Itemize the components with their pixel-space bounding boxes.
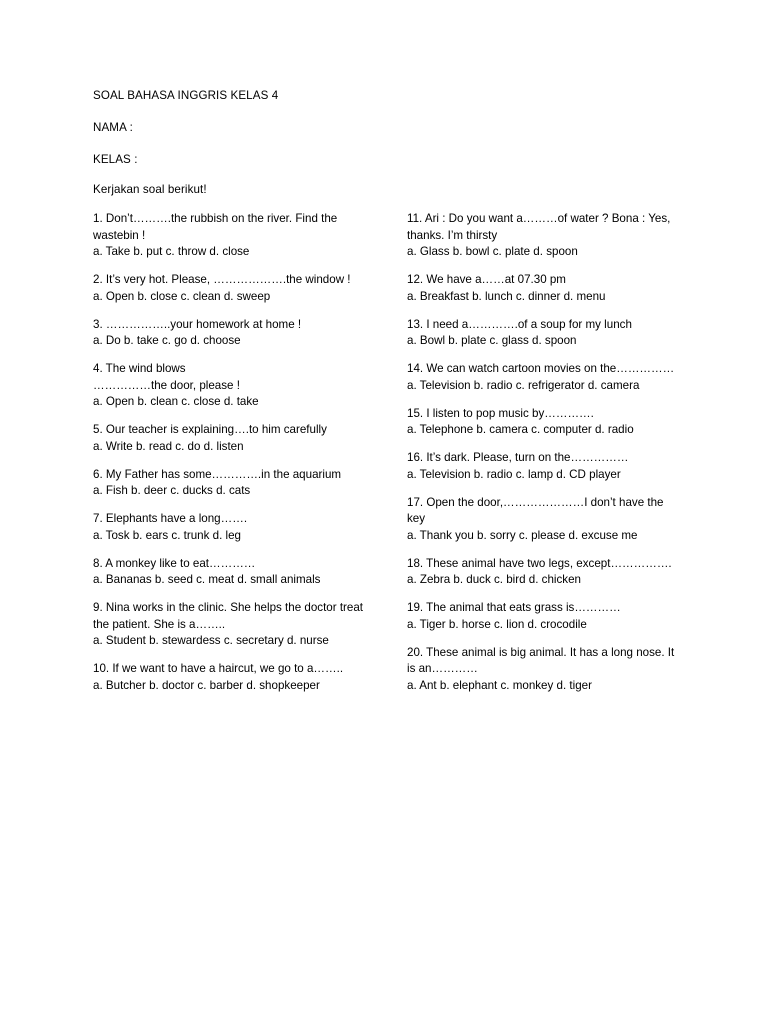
question-9 <box>93 600 365 650</box>
question-13 <box>407 317 682 350</box>
question-11 <box>407 211 682 261</box>
question-17 <box>407 495 682 545</box>
question-options: a. Glass b. bowl c. plate d. spoon <box>407 245 578 258</box>
question-text: 9. Nina works in the clinic. She helps the doctor treat the patient. She is a…….. <box>93 601 364 631</box>
question-options: a. Open b. clean c. close d. take <box>93 395 259 408</box>
question-options: a. Butcher b. doctor c. barber d. shopkeeper <box>93 678 320 692</box>
class-field-label: KELAS : <box>93 153 138 166</box>
question-text: 3. ……………..your homework at home ! <box>93 317 302 331</box>
question-text: 2. It’s very hot. Please, ……………….the window ! <box>93 273 351 286</box>
question-4 <box>93 361 365 411</box>
question-options: a. Telephone b. camera c. computer d. radio <box>407 423 634 436</box>
question-text: 18. These animal have two legs, except……………. <box>407 556 672 570</box>
questions-right-column <box>407 211 682 706</box>
question-2 <box>93 272 365 305</box>
question-options: a. Do b. take c. go d. choose <box>93 334 241 347</box>
question-text: 12. We have a……at 07.30 pm <box>407 273 566 286</box>
question-15 <box>407 406 682 439</box>
question-8 <box>93 556 365 589</box>
question-options: a. Ant b. elephant c. monkey d. tiger <box>407 678 592 692</box>
question-text: 7. Elephants have a long……. <box>93 512 248 525</box>
questions-left-column <box>93 211 365 706</box>
question-20 <box>407 645 682 695</box>
question-options: a. Tosk b. ears c. trunk d. leg <box>93 528 242 542</box>
question-18 <box>407 556 682 589</box>
question-12 <box>407 272 682 305</box>
question-text: 16. It’s dark. Please, turn on the…………… <box>407 451 629 464</box>
question-options: a. Television b. radio c. lamp d. CD player <box>407 467 621 481</box>
question-text: 5. Our teacher is explaining….to him carefully <box>93 423 327 436</box>
question-options: a. Fish b. deer c. ducks d. cats <box>93 484 251 497</box>
question-text: 17. Open the door,…………………I don’t have the key <box>407 495 664 525</box>
question-text: 8. A monkey like to eat………… <box>93 556 256 570</box>
question-14 <box>407 361 682 394</box>
question-7 <box>93 511 365 544</box>
question-options: a. Write b. read c. do d. listen <box>93 439 244 453</box>
question-text: 20. These animal is big animal. It has a long nose. It is an………… <box>407 645 675 675</box>
name-field-label: NAMA : <box>93 121 133 134</box>
question-16 <box>407 450 682 483</box>
question-19 <box>407 600 682 633</box>
question-text: 11. Ari : Do you want a………of water ? Bona : Yes, thanks. I’m thirsty <box>407 212 671 242</box>
question-text: 6. My Father has some………….in the aquarium <box>93 467 342 481</box>
question-options: a. Breakfast b. lunch c. dinner d. menu <box>407 289 606 303</box>
question-options: a. Student b. stewardess c. secretary d. nurse <box>93 634 329 647</box>
question-options: a. Bowl b. plate c. glass d. spoon <box>407 334 577 347</box>
document-title: SOAL BAHASA INGGRIS KELAS 4 <box>93 89 279 102</box>
question-text: 14. We can watch cartoon movies on the…………… <box>407 362 675 375</box>
question-10 <box>93 661 365 694</box>
question-5 <box>93 422 365 455</box>
question-3 <box>93 317 365 350</box>
question-options: a. Take b. put c. throw d. close <box>93 245 250 258</box>
question-text: 4. The wind blows ……………the door, please ! <box>93 362 240 392</box>
question-text: 1. Don’t……….the rubbish on the river. Find the wastebin ! <box>93 212 338 242</box>
question-6 <box>93 467 365 500</box>
question-text: 13. I need a………….of a soup for my lunch <box>407 317 632 331</box>
question-options: a. Tiger b. horse c. lion d. crocodile <box>407 617 587 631</box>
question-options: a. Bananas b. seed c. meat d. small animals <box>93 573 321 586</box>
instruction-text: Kerjakan soal berikut! <box>93 183 207 196</box>
question-options: a. Open b. close c. clean d. sweep <box>93 289 271 303</box>
question-1 <box>93 211 365 261</box>
question-options: a. Thank you b. sorry c. please d. excuse me <box>407 528 638 542</box>
question-text: 19. The animal that eats grass is………… <box>407 601 621 614</box>
question-options: a. Television b. radio c. refrigerator d. camera <box>407 378 640 392</box>
question-text: 15. I listen to pop music by…………. <box>407 406 594 420</box>
question-options: a. Zebra b. duck c. bird d. chicken <box>407 573 581 586</box>
question-text: 10. If we want to have a haircut, we go to a…….. <box>93 662 344 675</box>
